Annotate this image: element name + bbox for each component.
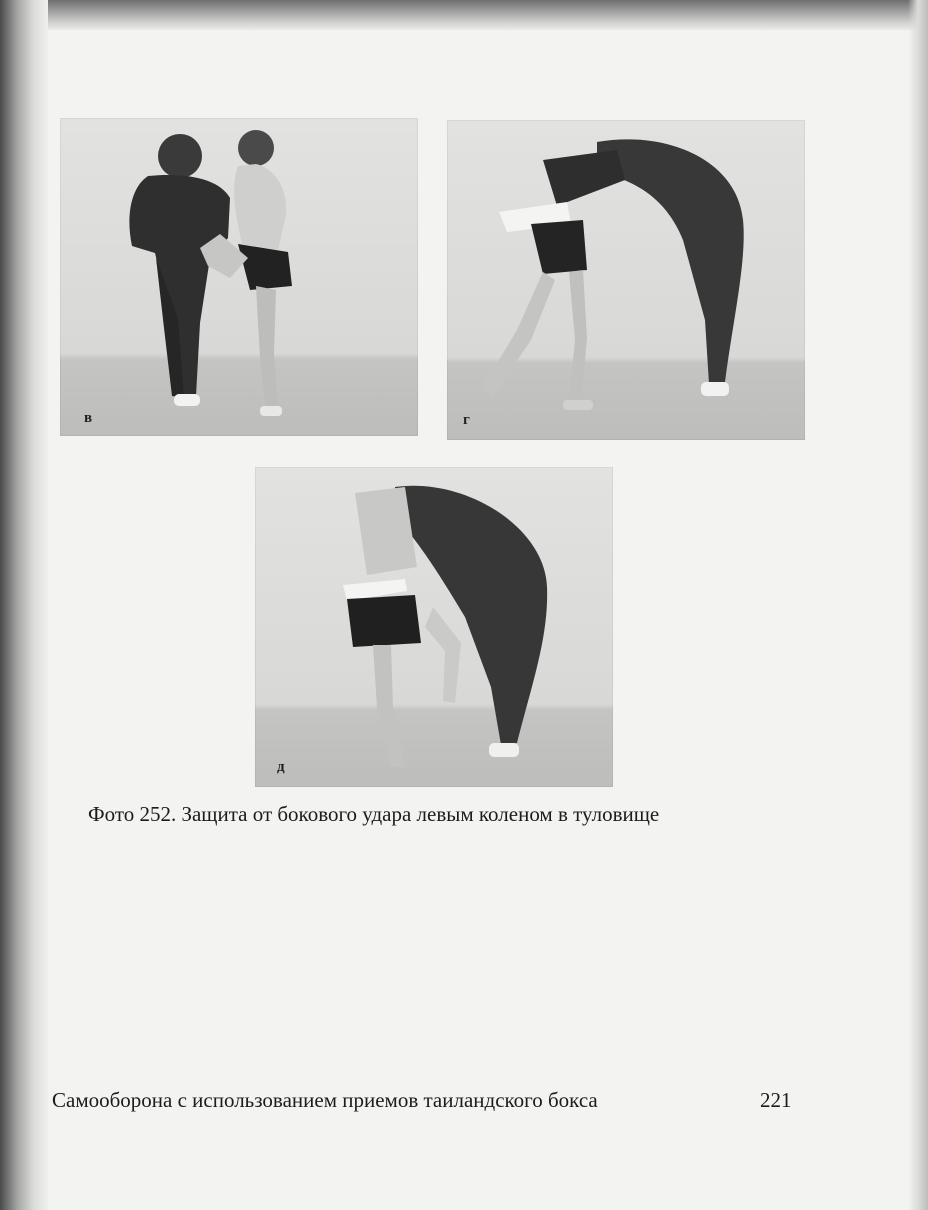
scan-shadow-right	[908, 0, 928, 1210]
scan-shadow-top	[0, 0, 928, 30]
photo-d-illustration	[255, 467, 613, 787]
photo-caption: Фото 252. Защита от бокового удара левым коленом в туловище	[88, 802, 660, 826]
footer-book-title: Самооборона с использованием приемов таиландского бокса	[52, 1088, 598, 1112]
photo-g	[447, 120, 805, 440]
photo-label: д	[277, 759, 285, 775]
photo-v-illustration	[60, 118, 418, 436]
photo-label: в	[84, 410, 93, 426]
page-number: 221	[760, 1088, 792, 1112]
photo-v	[60, 118, 418, 436]
photo-label: г	[463, 412, 470, 428]
photo-d	[255, 467, 613, 787]
scan-shadow-left	[0, 0, 48, 1210]
photo-g-illustration	[447, 120, 805, 440]
